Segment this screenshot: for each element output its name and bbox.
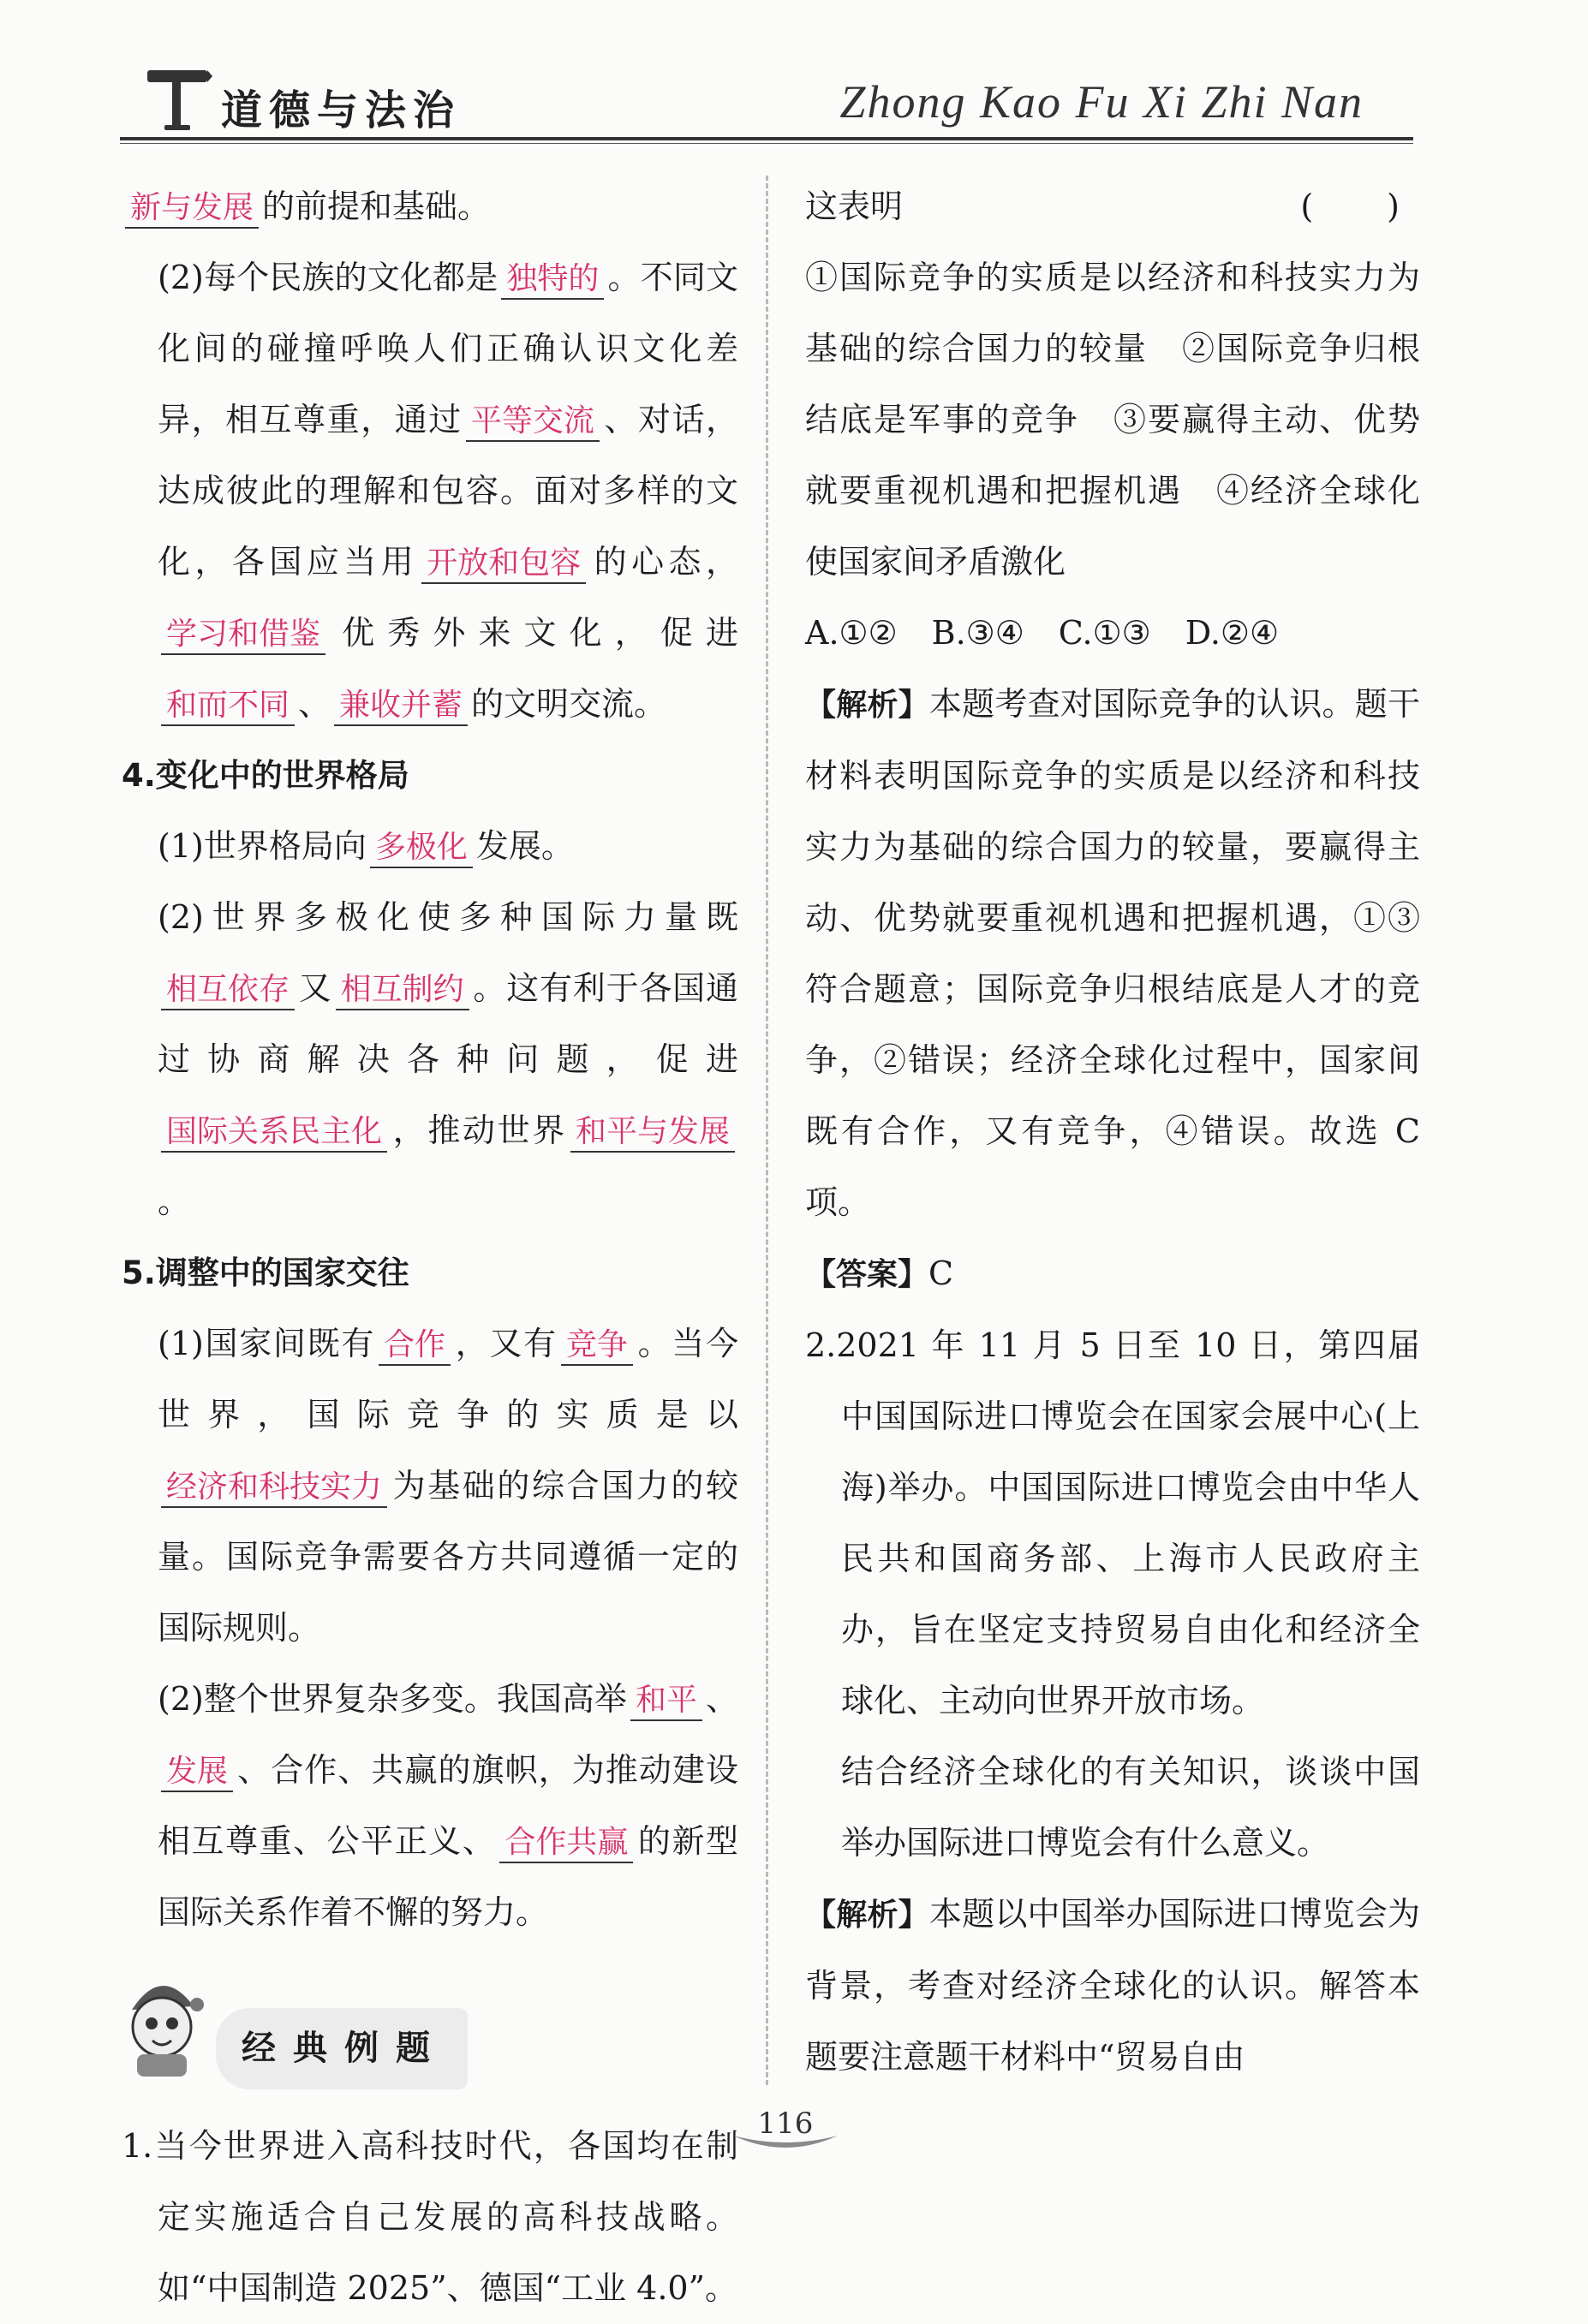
signpost-logo-icon [144,63,212,132]
paragraph-culture: (2)每个民族的文化都是 独特的 。不同文化间的碰撞呼唤人们正确认识文化差异，相互尊重，通过 平等交流 、对话，达成彼此的理解和包容。面对多样的文化，各国应当用 开放和包容 的心态，学习和借鉴 优秀外来文化，促进和而不同 、 兼收并蓄 的文明交流。 [122,242,738,740]
section-banner-title: 经典例题 [216,2008,468,2089]
option-c: C.①③ [1058,614,1151,652]
page-header [0,0,1588,154]
fill-blank: 独特的 [501,260,604,300]
option-d: D.②④ [1185,614,1280,652]
header-rule [120,137,1413,140]
paragraph-4-1: (1)世界格局向 多极化 发展。 [122,811,738,882]
classic-examples-banner [122,1963,738,2106]
question-1-options [805,598,1420,669]
question-2-question: 结合经济全球化的有关知识，谈谈中国举办国际进口博览会有什么意义。 [841,1753,1420,1862]
paragraph-continuation: 新与发展 的前提和基础。 [122,171,738,242]
question-1-analysis: 【解析】本题考查对国际竞争的认识。题干材料表明国际竞争的实质是以经济和科技实力为基础的综合国力的较量，要赢得主动、优势就要重视机遇和把握机遇，①③符合题意；国际竞争归根结底是人才的竞争，②错误；经济全球化过程中，国家间既有合作，又有竞争，④错误。故选 C 项。 [805,685,1420,1221]
analysis-tag: 【解析】 [805,688,929,723]
book-series-title: Zhong Kao Fu Xi Zhi Nan [839,76,1364,128]
question-1-answer: 【答案】C [805,1254,954,1292]
fill-blank: 相互制约 [336,971,469,1010]
fill-blank: 相互依存 [161,971,295,1010]
fill-blank: 经济和科技实力 [161,1469,387,1508]
question-1-continuation: 这表明 ( ) [805,171,1420,242]
fill-blank: 合作 [379,1326,451,1366]
fill-blank: 和而不同 [161,687,295,726]
question-2-stem: 2.2021 年 11 月 5 日至 10 日，第四届中国国际进口博览会在国家会展中心(上海)举办。中国国际进口博览会由中华人民共和国商务部、上海市人民政府主办，旨在坚定支持贸易自由化和经济全球化、主动向世界开放市场。 [805,1326,1420,1719]
fill-blank: 和平与发展 [570,1113,735,1153]
left-column [122,171,738,2324]
right-column [805,171,1420,2093]
option-a: A.①② [805,614,898,652]
fill-blank: 合作共赢 [499,1824,633,1863]
page-number-swoosh-icon [730,2130,841,2156]
mascot-icon [115,1969,209,2080]
section-heading-5: 5.调整中的国家交往 [122,1254,409,1291]
option-b: B.③④ [931,614,1024,652]
fill-blank: 多极化 [370,829,473,868]
fill-blank: 开放和包容 [421,545,586,584]
question-2-analysis: 【解析】本题以中国举办国际进口博览会为背景，考查对经济全球化的认识。解答本题要注意题干材料中“贸易自由 [805,1895,1420,2076]
fill-blank: 发展 [161,1753,233,1792]
fill-blank: 和平 [630,1682,702,1721]
fill-blank: 国际关系民主化 [161,1113,387,1153]
question-1-statements: ①国际竞争的实质是以经济和科技实力为基础的综合国力的较量 ②国际竞争归根结底是军事的竞争 ③要赢得主动、优势就要重视机遇和把握机遇 ④经济全球化使国家间矛盾激化 [805,259,1420,581]
fill-blank: 竞争 [561,1326,633,1366]
fill-blank: 学习和借鉴 [161,616,325,655]
question-1-stem: 1.当今世界进入高科技时代，各国均在制定实施适合自己发展的高科技战略。如“中国制造 2025”、德国“工业 4.0”。 [122,2127,738,2307]
column-divider [766,176,768,2085]
page-number: 116 [757,2106,814,2141]
answer-paren: ( ) [1300,188,1420,225]
paragraph-4-2: (2)世界多极化使多种国际力量既相互依存 又 相互制约 。这有利于各国通过协商解决各种问题，促进国际关系民主化 ，推动世界 和平与发展。 [158,898,738,1220]
answer-tag: 【答案】 [805,1257,929,1292]
fill-blank: 平等交流 [466,402,600,442]
paragraph-5-1: (1)国家间既有 合作 ，又有 竞争 。当今世界，国际竞争的实质是以经济和科技实力 为基础的综合国力的较量。国际竞争需要各方共同遵循一定的国际规则。 [158,1325,738,1647]
analysis-tag: 【解析】 [805,1898,929,1933]
section-heading-4: 4.变化中的世界格局 [122,757,409,794]
paragraph-5-2: (2)整个世界复杂多变。我国高举 和平 、发展 、合作、共赢的旗帜，为推动建设相互尊重、公平正义、 合作共赢 的新型国际关系作着不懈的努力。 [158,1680,738,1931]
fill-blank: 兼收并蓄 [334,687,468,726]
fill-blank: 新与发展 [125,189,259,229]
header-rule-thin [120,143,1413,144]
subject-title: 道德与法治 [221,86,462,134]
